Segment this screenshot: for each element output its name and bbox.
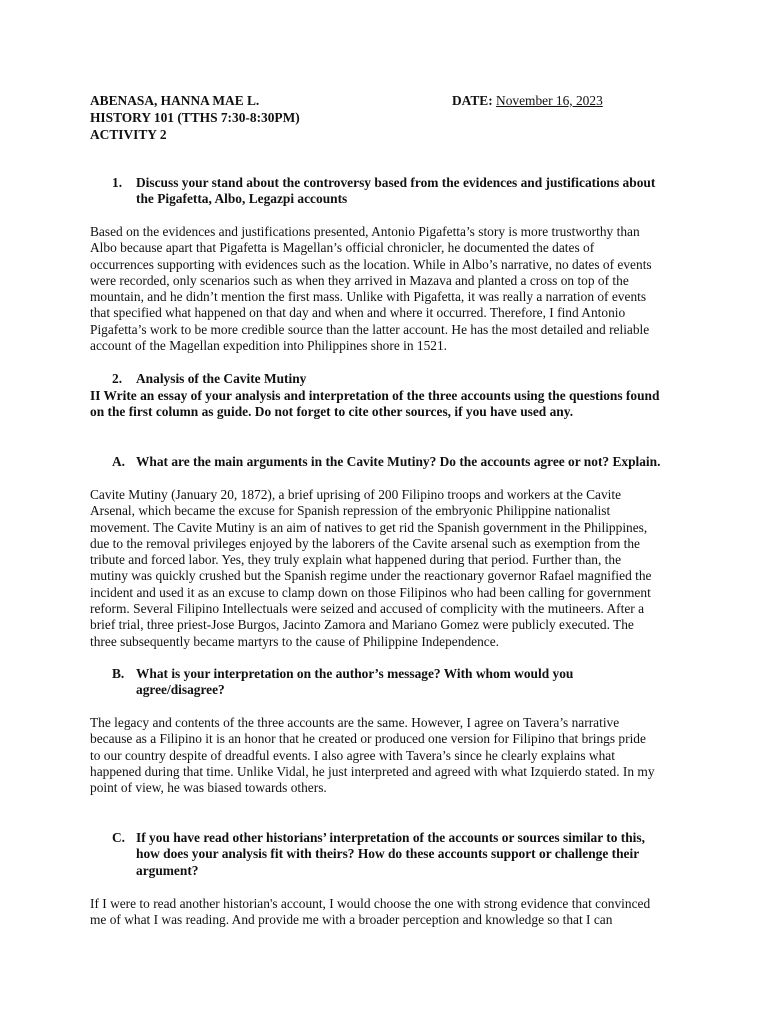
paragraph-line: to our country despite of dreadful events. I also agree with Tavera’s since he clearly explains what	[90, 747, 615, 763]
date-label: DATE:	[452, 93, 493, 108]
question-c	[112, 830, 682, 879]
activity-title: ACTIVITY 2	[90, 127, 167, 142]
answer-b-paragraph	[90, 715, 682, 796]
paragraph-line: Arsenal, which became the excuse for Spanish repression of the embryonic Philippine nationalist	[90, 503, 611, 519]
question-a	[112, 454, 682, 470]
question-text-line: argument?	[136, 862, 199, 878]
question-1	[112, 175, 682, 208]
question-text-line: What are the main arguments in the Cavite Mutiny? Do the accounts agree or not? Explain.	[136, 454, 661, 469]
answer-1-paragraph	[90, 224, 682, 354]
paragraph-line: Based on the evidences and justifications presented, Antonio Pigafetta’s story is more trustworthy than	[90, 224, 640, 239]
question-letter: A.	[112, 454, 126, 469]
question-letter: C.	[112, 830, 126, 845]
question-text-line: how does your analysis fit with theirs? How do these accounts support or challenge their	[136, 846, 640, 862]
question-b	[112, 666, 682, 699]
date-value: November 16, 2023	[496, 93, 603, 108]
paragraph-line: brief trial, three priest-Jose Burgos, Jacinto Zamora and Mariano Gomez were publicly executed. The	[90, 617, 634, 633]
paragraph-line: account of the Magellan expedition into Philippines shore in 1521.	[90, 338, 448, 354]
question-2	[112, 371, 682, 387]
paragraph-line: The legacy and contents of the three accounts are the same. However, I agree on Tavera’s narrative	[90, 715, 620, 730]
student-name: ABENASA, HANNA MAE L.	[90, 93, 260, 108]
paragraph-line: point of view, he was biased towards others.	[90, 780, 327, 796]
course-code: HISTORY 101 (TTHS 7:30-8:30PM)	[90, 110, 300, 125]
paragraph-line: reform. Several Filipino Intellectuals were seized and accused of complicity with the mutineers. After a	[90, 601, 645, 617]
paragraph-line: happened during that time. Unlike Vidal, he just interpreted and agreed with what Izquierdo stated. In my	[90, 763, 655, 779]
paragraph-line: incident and used it as an excuse to clamp down on those Filipinos who had been calling for government	[90, 584, 651, 600]
paragraph-line: mountain, and he didn’t mention the first mass. Unlike with Pigafetta, it was really a narration of events	[90, 289, 647, 305]
question-number: 1.	[112, 175, 123, 190]
question-number: 2.	[112, 371, 123, 386]
question-letter: B.	[112, 666, 125, 681]
instruction-line: on the first column as guide. Do not forget to cite other sources, if you have used any.	[90, 404, 574, 420]
section-title: Analysis of the Cavite Mutiny	[136, 371, 307, 386]
question-text-line: If you have read other historians’ interpretation of the accounts or sources similar to this,	[136, 830, 645, 845]
question-text-line: agree/disagree?	[136, 682, 225, 698]
paragraph-line: occurrences supporting with evidences such as the location. While in Albo’s narrative, no dates of events	[90, 256, 652, 272]
paragraph-line: Pigafetta’s work to be more credible source than the latter account. He has the most detailed and reliable	[90, 321, 650, 337]
section-instruction	[90, 388, 690, 421]
paragraph-line: were recorded, only scenarios such as when they arrived in Mazava and planted a cross on top of the	[90, 272, 629, 288]
paragraph-line: me of what I was reading. And provide me with a broader perception and knowledge so that I can	[90, 912, 613, 928]
paragraph-line: Albo because apart that Pigafetta is Magellan’s official chronicler, he documented the dates of	[90, 240, 595, 256]
question-text-line: What is your interpretation on the author’s message? With whom would you	[136, 666, 574, 681]
paragraph-line: tribute and forced labor. Yes, they truly explain what happened during that period. Further than, the	[90, 552, 622, 568]
paragraph-line: If I were to read another historian's account, I would choose the one with strong evidence that convinced	[90, 896, 651, 911]
answer-c-paragraph	[90, 896, 682, 929]
paragraph-line: that specified what happened on that day and when and where it occurred. Therefore, I find Antonio	[90, 305, 626, 321]
paragraph-line: mutiny was quickly crushed but the Spanish regime under the reactionary governor Rafael magnified the	[90, 568, 652, 584]
paragraph-line: movement. The Cavite Mutiny is an aim of natives to get rid the Spanish government in the Philippines,	[90, 519, 648, 535]
date-line	[452, 93, 603, 109]
instruction-line: II Write an essay of your analysis and interpretation of the three accounts using the questions found	[90, 388, 660, 403]
paragraph-line: because as a Filipino it is an honor that he created or produced one version for Filipino that brings pride	[90, 731, 646, 747]
paragraph-line: three subsequently became martyrs to the cause of Philippine Independence.	[90, 633, 500, 649]
answer-a-paragraph	[90, 487, 682, 650]
question-text-line: the Pigafetta, Albo, Legazpi accounts	[136, 191, 348, 207]
question-text-line: Discuss your stand about the controversy based from the evidences and justifications about	[136, 175, 656, 190]
paragraph-line: Cavite Mutiny (January 20, 1872), a brief uprising of 200 Filipino troops and workers at the Cavite	[90, 487, 622, 502]
paragraph-line: due to the removal privileges enjoyed by the laborers of the Cavite arsenal such as exemption from the	[90, 535, 640, 551]
